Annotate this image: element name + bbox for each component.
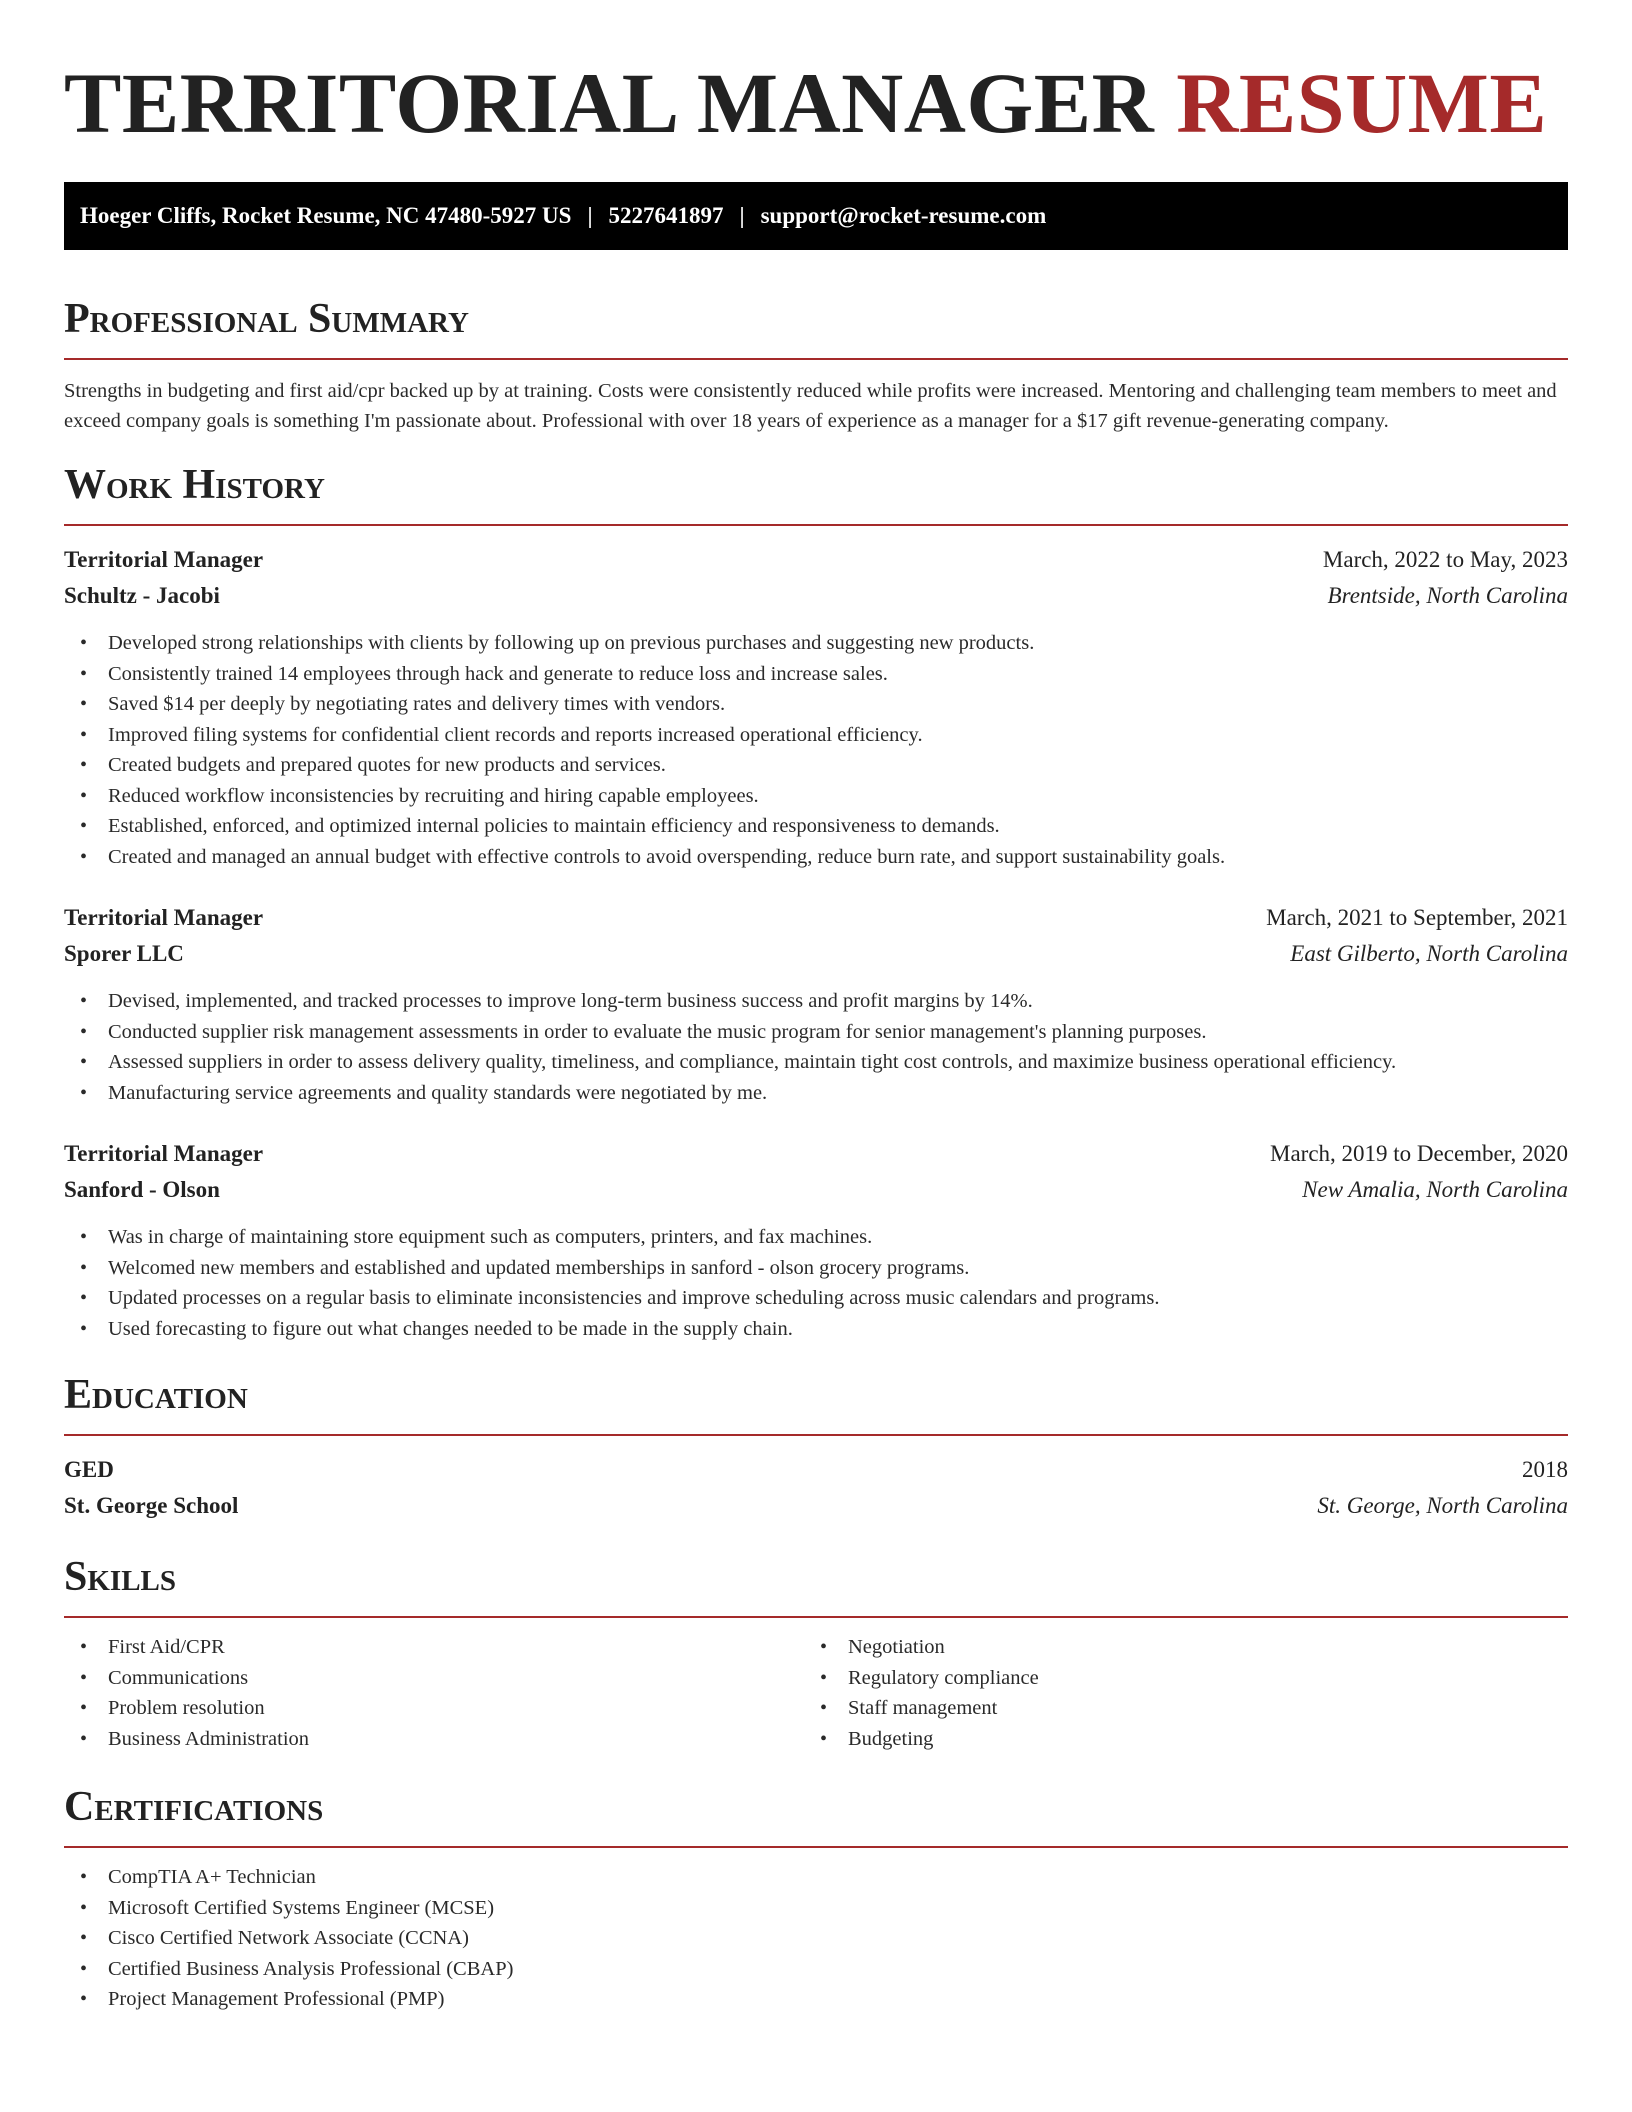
skill-item: • Budgeting (804, 1724, 1544, 1755)
job-dates: March, 2019 to December, 2020 (1270, 1141, 1568, 1166)
certifications-section (64, 1782, 1568, 2015)
list-item: • Updated processes on a regular basis to eliminate inconsistencies and improve scheduling across music calendars and programs. (64, 1283, 1568, 1314)
job-dates: March, 2021 to September, 2021 (1266, 905, 1568, 930)
list-item: • Used forecasting to figure out what changes needed to be made in the supply chain. (64, 1314, 1568, 1345)
section-heading: Professional Summary (64, 296, 469, 342)
summary-section (64, 294, 1568, 436)
education-entry (64, 1452, 1568, 1524)
summary-text: Strengths in budgeting and first aid/cpr backed up by at training. Costs were consistently reduced while profits were increased. Mentoring and challenging team members to meet and exceed company goals is something I'm passionate about. Professional with over 18 years of experience as a manager for a $17 gift revenue-generating company. (64, 380, 1557, 432)
job-location: East Gilberto, North Carolina (1290, 941, 1568, 966)
list-item: • Welcomed new members and established and updated memberships in sanford - olson grocery programs. (64, 1253, 1568, 1284)
education-location: St. George, North Carolina (1317, 1493, 1568, 1518)
job-title: Territorial Manager (64, 1141, 264, 1166)
skills-list (64, 1632, 1568, 1754)
skill-item: • Communications (64, 1663, 804, 1694)
contact-separator: | (587, 203, 593, 228)
list-item: • Devised, implemented, and tracked processes to improve long-term business success and profit margins by 14%. (64, 986, 1568, 1017)
job-bullets (64, 1222, 1568, 1344)
skill-item: • Negotiation (804, 1632, 1544, 1663)
education-header (64, 1452, 1568, 1488)
education-school: St. George School (64, 1493, 239, 1518)
section-divider (64, 1846, 1568, 1848)
list-item: • Established, enforced, and optimized internal policies to maintain efficiency and responsiveness to demands. (64, 811, 1568, 842)
work-history-section (64, 460, 1568, 1344)
contact-address: Hoeger Cliffs, Rocket Resume, NC 47480-5927 US (80, 203, 572, 228)
contact-phone: 5227641897 (608, 203, 724, 228)
job-entry (64, 900, 1568, 1108)
job-subheader (64, 578, 1568, 614)
skills-column-left (64, 1632, 804, 1754)
education-degree: GED (64, 1457, 114, 1482)
section-heading: Education (64, 1372, 248, 1418)
resume-page (64, 0, 1568, 2015)
skill-item: • Staff management (804, 1693, 1544, 1724)
skills-section (64, 1552, 1568, 1754)
job-entry (64, 542, 1568, 872)
contact-bar (64, 182, 1568, 250)
job-title: Territorial Manager (64, 547, 264, 572)
skill-item: • Business Administration (64, 1724, 804, 1755)
certification-item: • CompTIA A+ Technician (64, 1862, 1568, 1893)
certification-item: • Certified Business Analysis Professional (CBAP) (64, 1954, 1568, 1985)
education-year: 2018 (1522, 1457, 1568, 1482)
certification-item: • Microsoft Certified Systems Engineer (MCSE) (64, 1893, 1568, 1924)
section-heading: Certifications (64, 1784, 324, 1830)
section-heading: Skills (64, 1554, 177, 1600)
list-item: • Saved $14 per deeply by negotiating rates and delivery times with vendors. (64, 689, 1568, 720)
section-divider (64, 1616, 1568, 1618)
job-dates: March, 2022 to May, 2023 (1322, 547, 1568, 572)
job-location: New Amalia, North Carolina (1302, 1177, 1568, 1202)
list-item: • Created budgets and prepared quotes for new products and services. (64, 750, 1568, 781)
job-entry (64, 1136, 1568, 1344)
list-item: • Was in charge of maintaining store equipment such as computers, printers, and fax machines. (64, 1222, 1568, 1253)
list-item: • Consistently trained 14 employees through hack and generate to reduce loss and increase sales. (64, 659, 1568, 690)
job-company: Sanford - Olson (64, 1177, 220, 1202)
section-divider (64, 1434, 1568, 1436)
job-header (64, 900, 1568, 936)
list-item: • Developed strong relationships with clients by following up on previous purchases and suggesting new products. (64, 628, 1568, 659)
certification-item: • Cisco Certified Network Associate (CCNA) (64, 1923, 1568, 1954)
list-item: • Assessed suppliers in order to assess delivery quality, timeliness, and compliance, maintain tight cost controls, and maximize business operational efficiency. (64, 1047, 1568, 1078)
certification-item: • Project Management Professional (PMP) (64, 1984, 1568, 2015)
education-section (64, 1370, 1568, 1524)
certifications-list (64, 1862, 1568, 2015)
job-bullets (64, 986, 1568, 1108)
skill-item: • First Aid/CPR (64, 1632, 804, 1663)
job-header (64, 542, 1568, 578)
title-accent: RESUME (1176, 55, 1548, 151)
education-subheader (64, 1488, 1568, 1524)
skill-item: • Problem resolution (64, 1693, 804, 1724)
job-subheader (64, 936, 1568, 972)
section-heading: Work History (64, 462, 325, 508)
contact-email: support@rocket-resume.com (760, 203, 1047, 228)
skills-column-right (804, 1632, 1544, 1754)
job-location: Brentside, North Carolina (1327, 583, 1568, 608)
job-subheader (64, 1172, 1568, 1208)
job-company: Schultz - Jacobi (64, 583, 220, 608)
title-main: TERRITORIAL MANAGER (64, 55, 1177, 151)
job-company: Sporer LLC (64, 941, 184, 966)
resume-title (64, 55, 1568, 151)
list-item: • Conducted supplier risk management assessments in order to evaluate the music program for senior management's planning purposes. (64, 1017, 1568, 1048)
job-bullets (64, 628, 1568, 872)
job-header (64, 1136, 1568, 1172)
section-divider (64, 358, 1568, 360)
list-item: • Reduced workflow inconsistencies by recruiting and hiring capable employees. (64, 781, 1568, 812)
job-title: Territorial Manager (64, 905, 264, 930)
section-divider (64, 524, 1568, 526)
contact-separator: | (739, 203, 745, 228)
list-item: • Created and managed an annual budget with effective controls to avoid overspending, reduce burn rate, and support sustainability goals. (64, 842, 1568, 873)
skill-item: • Regulatory compliance (804, 1663, 1544, 1694)
list-item: • Manufacturing service agreements and quality standards were negotiated by me. (64, 1078, 1568, 1109)
list-item: • Improved filing systems for confidential client records and reports increased operational efficiency. (64, 720, 1568, 751)
